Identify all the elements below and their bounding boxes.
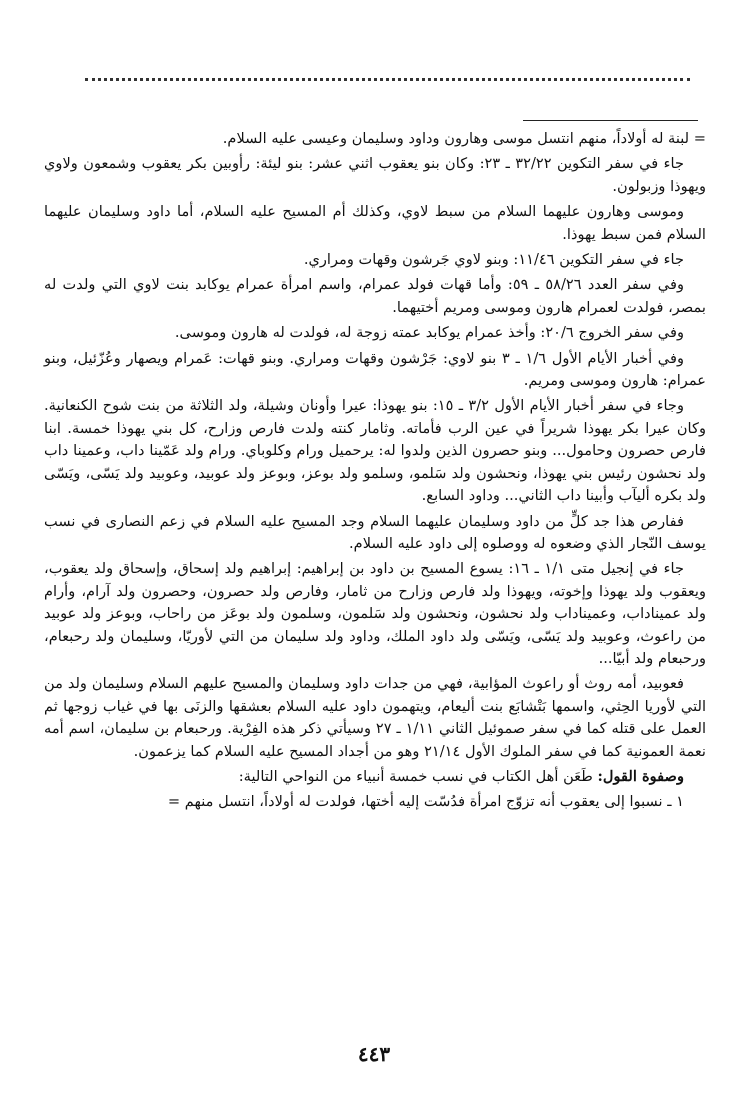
paragraph: وفي سفر العدد ٥٨/٢٦ ـ ٥٩: وأما قهات فولد عمرام، واسم امرأة عمرام يوكابد بنت لاوي التي ولدت له بمصر، فولدت لعمرام هارون وموسى ومريم أختيهما.	[44, 276, 706, 316]
paragraph: = لبنة له أولاداً، منهم انتسل موسى وهارون وداود وسليمان وعيسى عليه السلام.	[222, 130, 706, 147]
footnote-rule	[523, 120, 698, 121]
paragraph: وجاء في سفر أخبار الأيام الأول ٣/٢ ـ ١٥: بنو يهوذا: عيرا وأونان وشيلة، ولد الثلاثة من بنت شوح الكنعانية. وكان عيرا بكر يهوذا شريراً في عين الرب فأماته. وثامار كنته ولدت فارص وزارح، كل بني يهوذا خمسة. ابنا فارص حصرون وحامول... وبنو حصرون الذين ولدوا له: يرحميل ورام وكلوباي. ورام ولد عَمّينا داب، وعمينا داب ولد نحشون رئيس بني يهوذا، ونحشون ولد سَلمو، وسلمو ولد بوعز، وبوعز ولد عوبيد، وعوبيد ولد يَسّى، ويَسّى ولد بكره أليآب وأبينا داب الثاني... وداود السابع.	[44, 397, 706, 505]
summary-heading: وصفوة القول:	[597, 767, 684, 785]
summary-text: طَعَن أهل الكتاب في نسب خمسة أنبياء من النواحي التالية:	[238, 767, 593, 785]
body-text	[44, 128, 706, 817]
paragraph: جاء في سفر التكوين ١١/٤٦: وبنو لاوي جَرشون وقهات ومراري.	[303, 251, 684, 269]
paragraph: ففارص هذا جد كلٍّ من داود وسليمان عليهما السلام وجد المسيح عليه السلام في زعم النصارى في نسب يوسف النّجار الذي وضعوه له ووصلوه إلى داود عليه السلام.	[44, 512, 706, 552]
summary-paragraph	[44, 766, 706, 788]
dotted-separator	[85, 78, 690, 81]
paragraph: جاء في سفر التكوين ٣٢/٢٢ ـ ٢٣: وكان بنو يعقوب اثني عشر: بنو ليئة: رأوبين بكر يعقوب وشمعون ولاوي ويهوذا وزبولون.	[44, 155, 706, 195]
paragraph: ١ ـ نسبوا إلى يعقوب أنه تزوّج امرأة فدُسّت إليه أختها، فولدت له أولاداً، انتسل منهم =	[167, 793, 684, 811]
paragraph: جاء في إنجيل متى ١/١ ـ ١٦: يسوع المسيح بن داود بن إبراهيم: إبراهيم ولد إسحاق، وإسحاق ولد يعقوب، ويعقوب ولد يهوذا وإخوته، ويهوذا ولد فارص وزارح من ثامار، وفارص ولد حصرون، وحصرون ولد آرام، وأرام ولد عميناداب، وعميناداب ولد نحشون، ونحشون ولد سَلمون، وسلمون ولد بوعَز من راحاب، وبوعز ولد عوبيد من راعوث، وعوبيد ولد يَسّى، ويَسّى ولد داود الملك، وداود ولد سليمان من التي لأوريّا، وسليمان ولد رحبعام، ورحبعام ولد أبيّا...	[44, 560, 706, 667]
page-number: ٤٤٣	[357, 1042, 391, 1066]
paragraph: وفي سفر الخروج ٢٠/٦: وأخذ عمرام يوكابد عمته زوجة له، فولدت له هارون وموسى.	[174, 324, 684, 342]
paragraph: وفي أخبار الأيام الأول ١/٦ ـ ٣ بنو لاوي: جَرْشون وقهات ومراري. وبنو قهات: عَمرام ويصهار وعُزّئيل، وبنو عمرام: هارون وموسى ومريم.	[44, 349, 706, 390]
paragraph: فعوبيد، أمه روث أو راعوث المؤابية، فهي من جدات داود وسليمان والمسيح عليهم السلام وسليمان ولد من التي لأوريا الحِثي، واسمها بَتْشابَع بنت أليعام، ويتهمون داود عليه السلام بعشقها والزنَى بها في غياب زوجها ثم العمل على قتله كما في سفر صموئيل الثاني ١/١١ ـ ٢٧ وسيأتي ذكر هذه الفِرْية. ورحبعام بن سليمان، اسم أمه نعمة العمونية كما في سفر الملوك الأول ٢١/١٤ وهو من أجداد المسيح عليه السلام كما يزعمون.	[44, 675, 706, 760]
paragraph: وموسى وهارون عليهما السلام من سبط لاوي، وكذلك أم المسيح عليه السلام، أما داود وسليمان عليهما السلام فمن سبط يهوذا.	[44, 203, 706, 243]
